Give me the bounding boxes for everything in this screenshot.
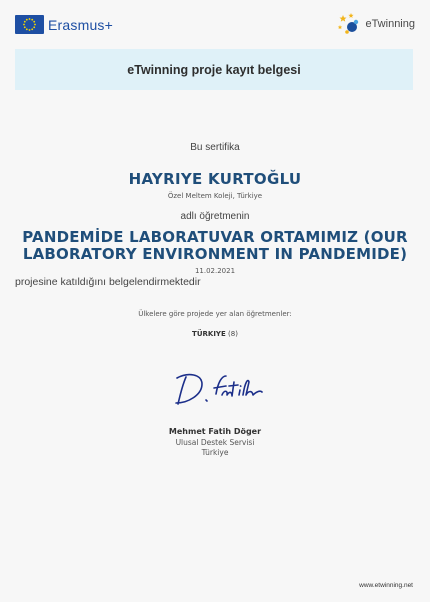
etwinning-stars-icon [337,12,363,36]
statement-text: projesine katıldığını belgelendirmektedir [15,276,201,288]
signer-role: Ulusal Destek Servisi [175,438,255,447]
intro-text: Bu sertifika [190,142,240,153]
teachers-intro: Ülkelere göre projede yer alan öğretmenler: [138,310,292,318]
erasmus-logo [15,15,113,34]
country-entry [0,330,430,338]
signer-name: Mehmet Fatih Döger [168,427,262,436]
etwinning-logo [337,12,415,36]
erasmus-label: Erasmus+ [48,16,114,33]
role-text: adlı öğretmenin [180,211,250,222]
eu-flag-icon [15,15,44,34]
teacher-name: HAYRIYE KURTOĞLU [128,170,302,188]
school-name: Özel Meltem Koleji, Türkiye [167,192,263,200]
header [0,0,430,48]
website-link[interactable]: www.etwinning.net [359,582,413,589]
country-name: TÜRKIYE [192,330,226,338]
signer-country: Türkiye [201,448,229,457]
project-title: PANDEMİDE LABORATUVAR ORTAMIMIZ (OUR LABORATORY ENVIRONMENT IN PANDEMIDE) [22,228,408,263]
signature-icon [172,368,264,410]
etwinning-label: eTwinning [365,18,415,30]
title-band [15,49,413,90]
country-count: (8) [228,330,238,338]
certificate-date: 11.02.2021 [194,267,236,275]
certificate-title: eTwinning proje kayıt belgesi [127,62,301,77]
